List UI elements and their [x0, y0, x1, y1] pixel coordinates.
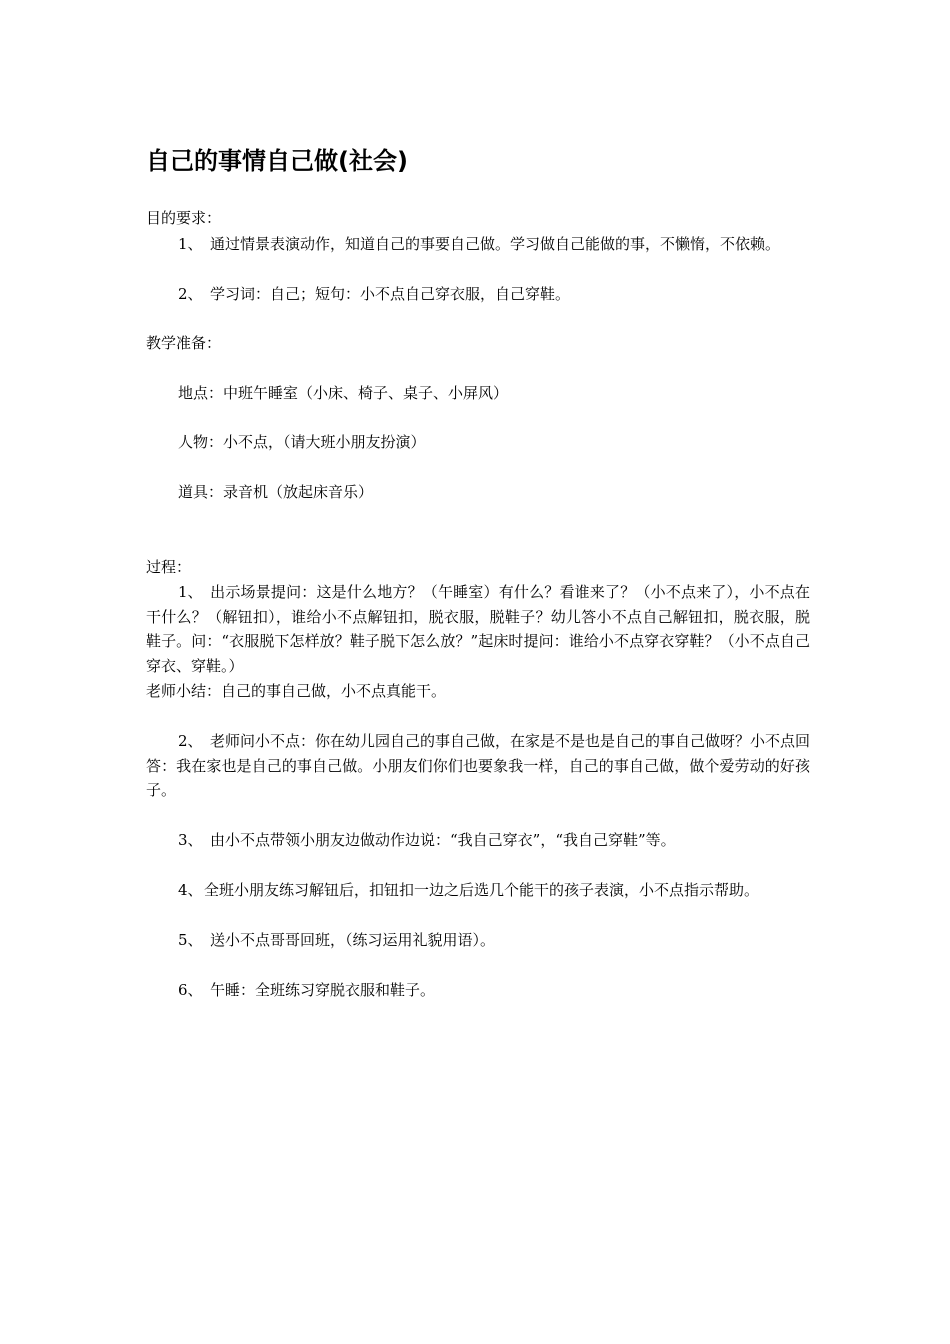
- process-item-2-text: 老师问小不点：你在幼儿园自己的事自己做，在家是不是也是自己的事自己做呀？小不点回答：我在家也是自己的事自己做。小朋友们你们也要象我一样，自己的事自己做，做个爱劳动的好孩子。: [146, 732, 811, 799]
- preparation-character: 人物：小不点，（请大班小朋友扮演）: [178, 433, 426, 451]
- goal-item-2-number: 2、: [178, 285, 203, 303]
- preparation-place: 地点：中班午睡室（小床、椅子、桌子、小屏风）: [178, 384, 509, 402]
- process-item-4-text: 全班小朋友练习解钮后，扣钮扣一边之后选几个能干的孩子表演，小不点指示帮助。: [204, 881, 760, 899]
- process-item-6-number: 6、: [178, 981, 203, 999]
- process-item-6: [178, 978, 810, 1002]
- page-title: 自己的事情自己做(社会): [146, 147, 408, 175]
- goal-item-1-number: 1、: [178, 235, 203, 253]
- process-item-3-text: 由小不点带领小朋友边做动作边说：“我自己穿衣”，“我自己穿鞋”等。: [210, 831, 676, 849]
- process-item-3-number: 3、: [178, 831, 203, 849]
- process-item-1-number: 1、: [178, 583, 203, 601]
- process-item-1: [146, 580, 810, 678]
- preparation-props: 道具：录音机（放起床音乐）: [178, 483, 374, 501]
- goal-item-2-text: 学习词：自己；短句：小不点自己穿衣服，自己穿鞋。: [210, 285, 571, 303]
- process-item-5: [178, 928, 810, 952]
- teacher-summary: 老师小结：自己的事自己做，小不点真能干。: [146, 682, 447, 700]
- process-item-2: [146, 729, 810, 803]
- process-item-4-number: 4、: [178, 881, 203, 899]
- process-item-5-number: 5、: [178, 931, 203, 949]
- process-item-3: [178, 828, 810, 852]
- process-item-2-number: 2、: [178, 732, 203, 750]
- process-heading: 过程：: [146, 558, 192, 576]
- process-item-1-text: 出示场景提问：这是什么地方？（午睡室）有什么？看谁来了？（小不点来了），小不点在干什么？（解钮扣），谁给小不点解钮扣，脱衣服，脱鞋子？幼儿答小不点自己解钮扣，脱衣服，脱鞋子。问：“衣服脱下怎样放？鞋子脱下怎么放？”起床时提问：谁给小不点穿衣穿鞋？（小不点自己穿衣、穿鞋。）: [146, 583, 810, 675]
- goal-item-2: [146, 282, 810, 307]
- process-item-5-text: 送小不点哥哥回班，（练习运用礼貌用语）。: [210, 931, 496, 949]
- goals-heading: 目的要求：: [146, 209, 222, 227]
- process-item-4: [178, 878, 810, 902]
- process-item-6-text: 午睡：全班练习穿脱衣服和鞋子。: [210, 981, 436, 999]
- goal-item-1: [146, 232, 810, 257]
- preparation-heading: 教学准备：: [146, 334, 222, 352]
- goal-item-1-text: 通过情景表演动作，知道自己的事要自己做。学习做自己能做的事，不懒惰，不依赖。: [210, 235, 781, 253]
